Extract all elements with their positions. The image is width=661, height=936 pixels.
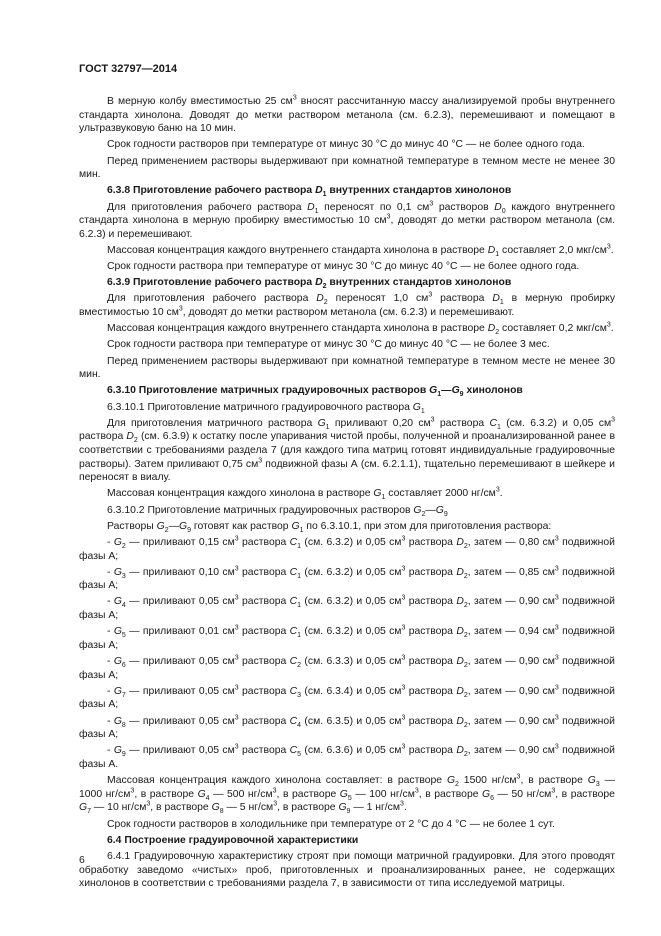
section-heading: 6.3.10 Приготовление матричных градуировочных растворов $G_1—G_9$ хинолонов [107,385,523,399]
paragraph: Массовая концентрация каждого хинолона в растворе $G_1$ составляет 2000 $нг/см^3$. [107,486,503,502]
paragraph: Растворы $G_2—G_9$ готовят как раствор $G_1$ по 6.3.10.1, при этом для приготовления раствора: [107,520,552,534]
document-body [79,95,615,893]
paragraph: В мерную колбу вместимостью 25 $см^3$ вносят рассчитанную массу анализируемой пробы внутреннего стандарта хинолона. Доводят до метки раствором метанола (см. 6.2.3), перемешивают и помещают в ультразвуковую баню на 10 мин. [79,94,615,135]
list-item: - $G_8$ — приливают 0,05 $см^3$ раствора $C_4$ (см. 6.3.5) и 0,05 $см^3$ раствора $D_2$, затем — 0,90 $см^3$ подвижной фазы А; [79,714,615,741]
list-item: - $G_7$ — приливают 0,05 $см^3$ раствора $C_3$ (см. 6.3.4) и 0,05 $см^3$ раствора $D_2$, затем — 0,90 $см^3$ подвижной фазы А; [79,684,615,711]
paragraph: Перед применением растворы выдерживают при комнатной температуре в темном месте не менее 30 мин. [79,355,615,381]
list-item: - $G_9$ — приливают 0,05 $см^3$ раствора $C_5$ (см. 6.3.6) и 0,05 $см^3$ раствора $D_2$, затем — 0,90 $см^3$ подвижной фазы А. [79,743,615,770]
list-item: - $G_4$ — приливают 0,05 $см^3$ раствора $C_1$ (см. 6.3.2) и 0,05 $см^3$ раствора $D_2$, затем — 0,90 $см^3$ подвижной фазы А; [79,595,615,622]
section-heading: 6.3.8 Приготовление рабочего раствора $D_1$ внутренних стандартов хинолонов [107,185,512,199]
list-item: - $G_3$ — приливают 0,10 $см^3$ раствора $C_1$ (см. 6.3.2) и 0,05 $см^3$ раствора $D_2$, затем — 0,85 $см^3$ подвижной фазы А; [79,565,615,592]
subsection-title: 6.3.10.1 Приготовление матричного градуировочного раствора $G_1$ [107,401,425,415]
paragraph: Для приготовления рабочего раствора $D_2$ переносят 1,0 $см^3$ раствора $D_1$ в мерную пробирку вместимостью 10 $см^3$, доводят до метки раствором метанола (см. 6.2.3) и перемешивают. [79,292,616,319]
list-item: - $G_2$ — приливают 0,15 $см^3$ раствора $C_1$ (см. 6.3.2) и 0,05 $см^3$ раствора $D_2$, затем — 0,80 $см^3$ подвижной фазы А; [79,535,615,562]
paragraph: Массовая концентрация каждого хинолона составляет: в растворе $G_2$ 1500 $нг/см^3$, в растворе $G_3$ — 1000 $нг/см^3$, в растворе $G_4$ — 500 $нг/см^3$, в растворе $G_5$ — 100 $нг/см^3$, в растворе $G_6$ — 50 $нг/см^3$, в растворе $G_7$ — 10 $нг/см^3$, в растворе $G_8$ — 5 $нг/см^3$, в растворе $G_9$ — 1 $нг/см^3$. [79,773,615,816]
paragraph: Для приготовления рабочего раствора $D_1$ переносят по 0,1 $см^3$ растворов $D_0$ каждого внутреннего стандарта хинолона в мерную пробирку вместимостью 10 $см^3$, доводят до метки раствором метанола (см. 6.2.3) и перемешивают. [79,200,616,240]
paragraph: Срок годности растворов в холодильнике при температуре от 2 °С до 4 °С — не более 1 сут. [107,818,555,830]
paragraph: 6.4.1 Градуировочную характеристику строят при помощи матричной градуировки. Для этого проводят обработку заведомо «чистых» проб, приготовленных и проанализированных ранее, не содержащих хинолонов в соответствии с требованиями раздела 7, в зависимости от типа исследуемой матрицы. [79,850,615,890]
paragraph: Срок годности раствора при температуре от минус 30 °С до минус 40 °С — не более одного года. [107,261,580,273]
paragraph: Перед применением растворы выдерживают при комнатной температуре в темном месте не менее 30 мин. [79,155,615,181]
paragraph: Срок годности растворов при температуре от минус 30 °С до минус 40 °С — не более одного года. [107,139,585,151]
list-item: - $G_6$ — приливают 0,05 $см^3$ раствора $C_2$ (см. 6.3.3) и 0,05 $см^3$ раствора $D_2$, затем — 0,90 $см^3$ подвижной фазы А; [79,654,615,681]
list-item: - $G_5$ — приливают 0,01 $см^3$ раствора $C_1$ (см. 6.3.2) и 0,05 $см^3$ раствора $D_2$, затем — 0,94 $см^3$ подвижной фазы А; [79,624,615,651]
paragraph: Массовая концентрация каждого внутреннего стандарта хинолона в растворе $D_2$ составляет 0,2 мкг/$см^3$. [107,321,614,337]
section-heading: 6.3.9 Приготовление рабочего раствора $D_2$ внутренних стандартов хинолонов [107,277,512,291]
paragraph: Массовая концентрация каждого внутреннего стандарта хинолона в растворе $D_1$ составляет 2,0 мкг/$см^3$. [107,243,614,258]
subsection-title: 6.3.10.2 Приготовление матричных градуировочных растворов $G_2—G_9$ [107,504,448,518]
page-header-standard: ГОСТ 32797—2014 [79,63,178,75]
paragraph: Срок годности раствора при температуре от минус 30 °С до минус 40 °С — не более 3 мес. [107,339,550,351]
page-number: 6 [79,855,85,866]
section-heading: 6.4 Построение градуировочной характеристики [107,834,359,846]
paragraph: Для приготовления матричного раствора $G_1$ приливают 0,20 $см^3$ раствора $C_1$ (см. 6.3.2) и 0,05 $см^3$ раствора $D_2$ (см. 6.3.9) к остатку после упаривания чистой пробы, полученной и проанализированной ранее в соответствии с требованиями раздела 7 (для каждого типа матриц готовят индивидуальные градуировочные растворы). Затем приливают 0,75 $см^3$ подвижной фазы А (см. 6.2.1.1), тщательно перемешивают в шейкере и переносят в виалу. [79,416,615,484]
